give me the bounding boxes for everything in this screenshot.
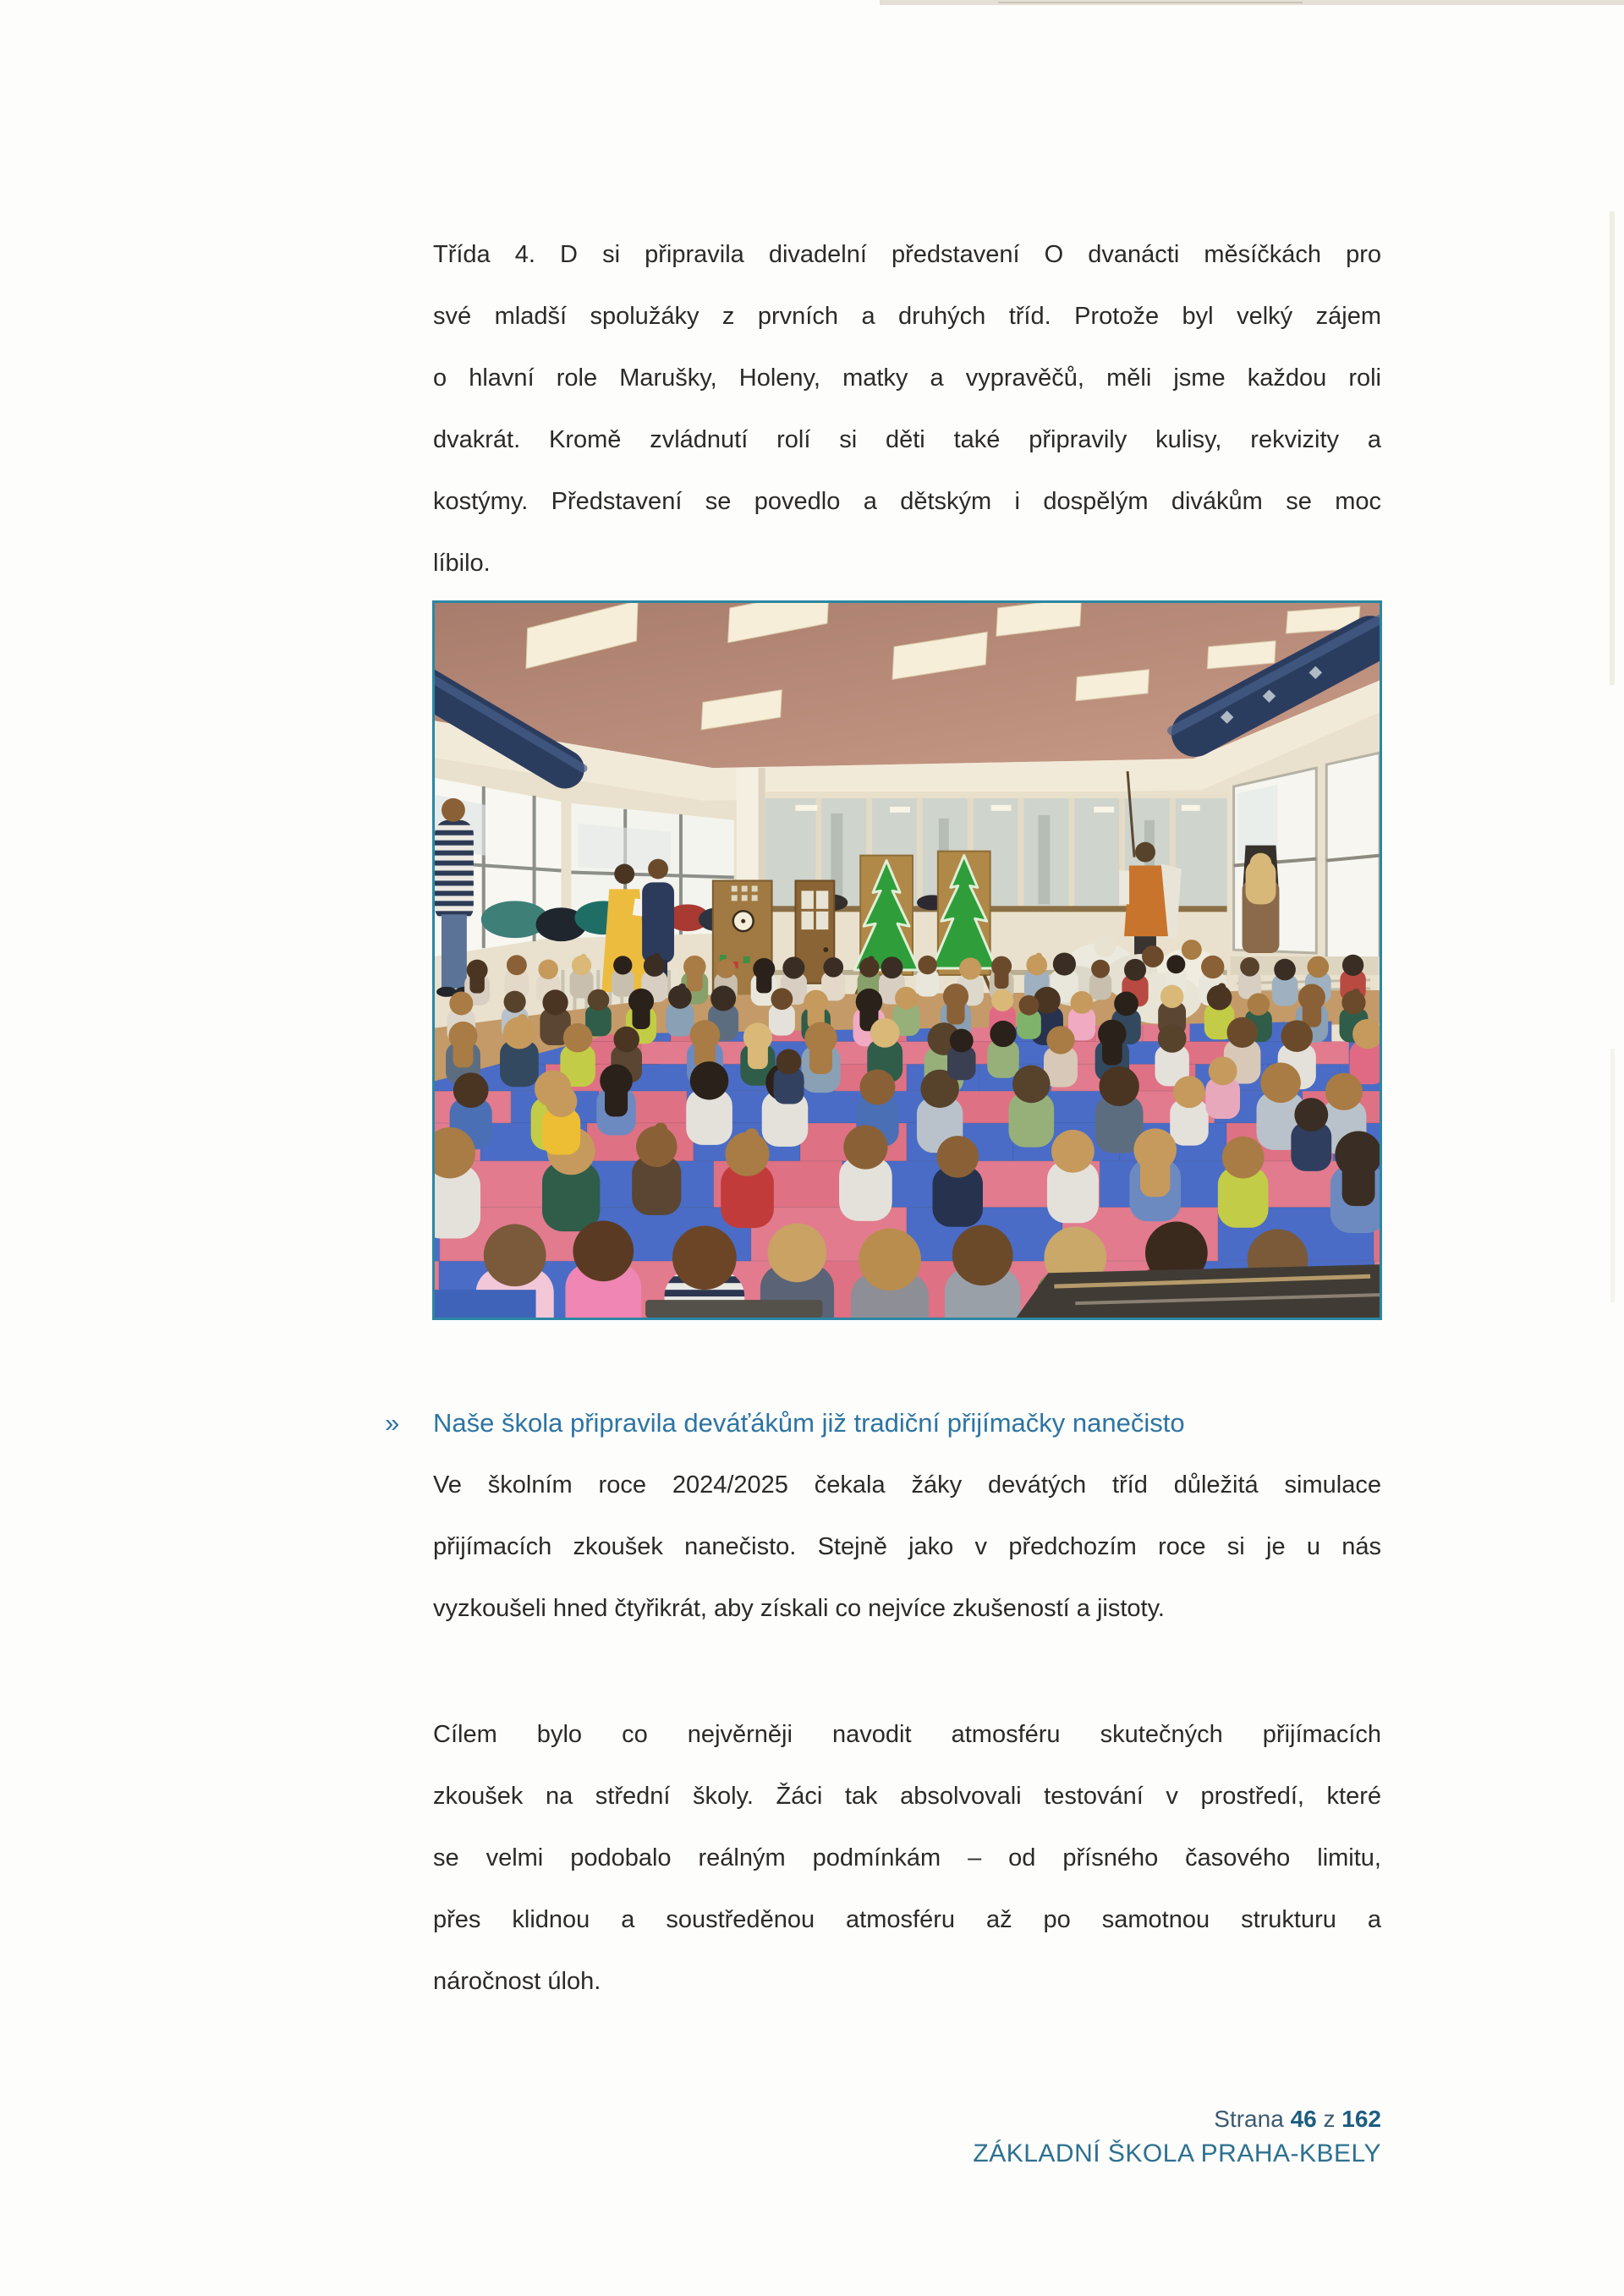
school-name: ZÁKLADNÍ ŠKOLA PRAHA-KBELY: [973, 2140, 1381, 2167]
page-total: 162: [1341, 2106, 1381, 2132]
scan-edge-top-dark: [998, 2, 1303, 3]
text-line: náročnost úloh.: [433, 1968, 601, 1995]
text-line: kostýmy. Představení se povedlo a dětským i dospělým divákům se moc: [433, 488, 1381, 515]
text-line: líbilo.: [433, 550, 491, 577]
page-number: 46: [1290, 2106, 1317, 2132]
text-line: o hlavní role Marušky, Holeny, matky a vypravěčů, měli jsme každou roli: [433, 364, 1381, 392]
section-heading-row: [385, 1392, 1185, 1454]
scan-edge-top: [880, 0, 1624, 5]
scan-edge-right: [1610, 211, 1615, 685]
scan-edge-right-lower: [1610, 1049, 1615, 1302]
section-heading: Naše škola připravila deváťákům již tradiční přijímačky nanečisto: [433, 1408, 1185, 1438]
text-line: Třída 4. D si připravila divadelní představení O dvanácti měsíčkách pro: [433, 241, 1381, 268]
text-line: své mladší spolužáky z prvních a druhých tříd. Protože byl velký zájem: [433, 303, 1381, 330]
paragraph-exams-detail: [433, 1704, 1381, 2013]
of-label: z: [1323, 2106, 1336, 2132]
page-footer: [973, 2103, 1381, 2173]
text-line: dvakrát. Kromě zvládnutí rolí si děti také připravily kulisy, rekvizity a: [433, 426, 1381, 453]
paragraph-theatre: [433, 224, 1381, 595]
text-line: přijímacích zkoušek nanečisto. Stejně jako v předchozím roce si je u nás: [433, 1533, 1381, 1560]
page-number-line: [973, 2103, 1381, 2135]
classroom-performance-photo: [432, 600, 1382, 1320]
page-label: Strana: [1214, 2106, 1284, 2132]
girl-brown-coat: [1243, 853, 1280, 953]
list-marker: »: [385, 1408, 400, 1438]
text-line: Ve školním roce 2024/2025 čekala žáky devátých tříd důležitá simulace: [433, 1471, 1381, 1499]
photo-illustration: [435, 603, 1380, 1318]
text-line: se velmi podobalo reálným podmínkám – od přísného časového limitu,: [433, 1844, 1381, 1871]
text-line: zkoušek na střední školy. Žáci tak absolvovali testování v prostředí, které: [433, 1783, 1381, 1810]
text-line: Cílem bylo co nejvěrněji navodit atmosféru skutečných přijímacích: [433, 1721, 1381, 1748]
text-line: přes klidnou a soustředěnou atmosféru až po samotnou strukturu a: [433, 1906, 1381, 1933]
text-line: vyzkoušeli hned čtyřikrát, aby získali co nejvíce zkušeností a jistoty.: [433, 1595, 1165, 1622]
paragraph-exams-intro: [433, 1455, 1381, 1640]
